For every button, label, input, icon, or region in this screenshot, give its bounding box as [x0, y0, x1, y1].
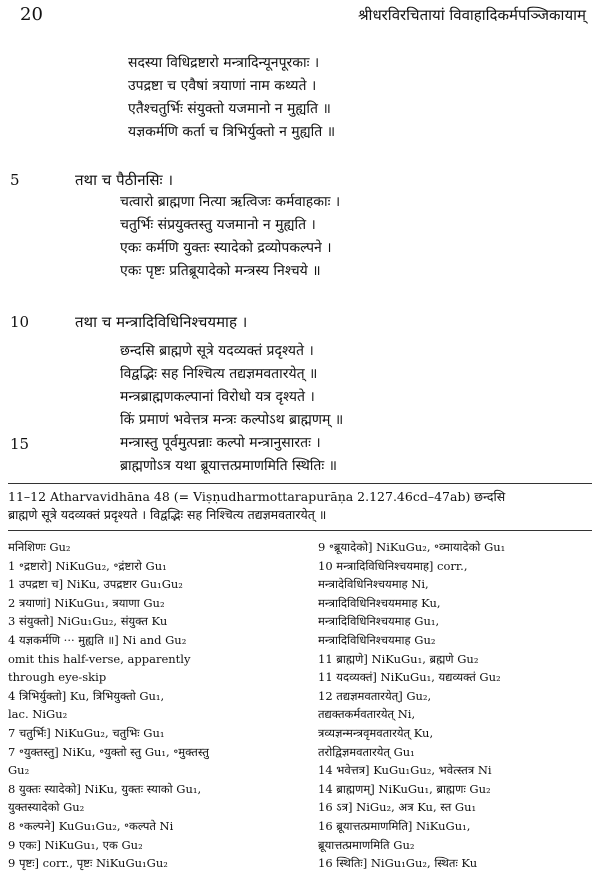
verse-line: मन्त्रास्तु पूर्वमुत्पन्नाः कल्पो मन्त्रानुसारतः ।	[120, 435, 321, 451]
line-number-marker: 15	[10, 435, 30, 453]
apparatus-entry: तरोद्विज्ञमवतारयेत् Gu₁	[318, 744, 415, 759]
apparatus-entry: मनिशिणः Gu₂	[8, 540, 71, 554]
apparatus-entry: 1 उपद्रष्टा च] NiKu, उपद्रष्टार Gu₁Gu₂	[8, 577, 183, 592]
section-intro: तथा च मन्त्रादिविधिनिश्चयमाह ।	[75, 313, 248, 331]
apparatus-entry: 11 यदव्यक्तं] NiKuGu₁, यद्यव्यक्तं Gu₂	[318, 670, 501, 685]
apparatus-entry: मन्त्रादिविधिनिश्चयमाह Gu₁,	[318, 614, 440, 629]
apparatus-entry: 16 स्थितिः] NiGu₁Gu₂, स्थितः Ku	[318, 856, 478, 871]
running-header	[0, 0, 600, 28]
apparatus-entry: 7 चतुर्भिः] NiKuGu₂, चतुभिः Gu₁	[8, 725, 165, 740]
apparatus-entry: 14 ब्राह्मणम्] NiKuGu₁, ब्राह्मणः Gu₂	[318, 781, 491, 796]
apparatus-entry: through eye-skip	[8, 670, 107, 685]
apparatus-entry: 8 युक्तः स्यादेको] NiKu, युक्तः स्याको Gu₁,	[8, 781, 202, 796]
apparatus-entry: त्रव्यज्ञन्मन्त्रवृमवतारयेत् Ku,	[318, 725, 434, 740]
apparatus-entry: 16 ब्रूयात्तत्प्रमाणमिति] NiKuGu₁,	[318, 818, 471, 833]
apparatus-entry: 7 ॰युक्तस्तु] NiKu, ॰युक्तो स्तु Gu₁, ॰मुक्तस्तु	[8, 744, 209, 759]
apparatus-entry: 16 ऽत्र] NiGu₂, अत्र Ku, स्त Gu₁	[318, 800, 477, 815]
verse-line: चत्वारो ब्राह्मणा नित्या ऋत्विजः कर्मवाहकाः ।	[120, 194, 341, 210]
testimonia-line: 11–12 Atharvavidhāna 48 (= Viṣṇudharmottarapurāṇa 2.127.46cd–47ab) छन्दसि	[8, 489, 506, 504]
critical-apparatus-right	[318, 538, 596, 873]
verse-line: मन्त्रब्राह्मणकल्पानां विरोधो यत्र दृश्यते ।	[120, 389, 315, 405]
apparatus-entry: 2 त्रयाणां] NiKuGu₁, त्रयाणा Gu₂	[8, 595, 165, 610]
verse-line: किं प्रमाणं भवेत्तत्र मन्त्रः कल्पोऽथ ब्राह्मणम् ॥	[120, 412, 344, 428]
verse-block-2	[120, 191, 340, 283]
apparatus-entry: 9 पृष्टः] corr., पृष्टः NiKuGu₁Gu₂	[8, 856, 168, 871]
apparatus-entry: 4 यज्ञकर्मणि ··· मुह्यति ॥] Ni and Gu₂	[8, 632, 187, 647]
verse-line: उपद्रष्टा च एवैषां त्रयाणां नाम कथ्यते ।	[128, 78, 317, 94]
testimonia-apparatus	[8, 488, 592, 524]
section-intro: तथा च पैठीनसिः ।	[75, 171, 174, 189]
apparatus-entry: तद्यक्तकर्मवतारयेत् Ni,	[318, 707, 416, 722]
verse-line: ब्राह्मणोऽत्र यथा ब्रूयात्तत्प्रमाणमिति स्थितिः ॥	[120, 458, 338, 474]
verse-line: चतुर्भिः संप्रयुक्तस्तु यजमानो न मुह्यति ।	[120, 217, 316, 233]
running-head-title: श्रीधरविरचितायां विवाहादिकर्मपञ्जिकायाम्	[357, 6, 586, 24]
verse-line: विद्वद्भिः सह निश्चित्य तद्यज्ञमवतारयेत् ॥	[120, 366, 318, 382]
apparatus-entry: 8 ॰कल्पने] KuGu₁Gu₂, ॰कल्पते Ni	[8, 818, 174, 833]
footnote-divider	[8, 483, 592, 484]
apparatus-entry: ब्रूयात्तत्प्रमाणमिति Gu₂	[318, 837, 415, 852]
verse-block-1	[128, 52, 335, 144]
apparatus-entry: 9 एकः] NiKuGu₁, एक Gu₂	[8, 837, 143, 852]
apparatus-entry: 4 त्रिभिर्युक्तो] Ku, त्रिभियुक्तो Gu₁,	[8, 688, 165, 703]
apparatus-entry: omit this half-verse, apparently	[8, 651, 191, 666]
verse-line: एकः पृष्टः प्रतिब्रूयादेको मन्त्रस्य निश्चये ॥	[120, 263, 321, 279]
apparatus-entry: मन्त्रादेविधिनिश्चयमाह Ni,	[318, 577, 429, 592]
verse-line: एकः कर्मणि युक्तः स्यादेको द्रव्योपकल्पने ।	[120, 240, 332, 256]
verse-line: एतैश्चतुर्भिः संयुक्तो यजमानो न मुह्यति ॥	[128, 101, 331, 117]
critical-apparatus-left	[8, 538, 308, 873]
apparatus-entry: युक्तस्यादेको Gu₂	[8, 800, 85, 815]
verse-block-3	[120, 340, 343, 478]
apparatus-entry: 9 ॰ब्रूयादेको] NiKuGu₂, ॰व्मायादेको Gu₁	[318, 540, 506, 554]
line-number-marker: 5	[10, 171, 20, 189]
verse-line: यज्ञकर्मणि कर्ता च त्रिभिर्युक्तो न मुह्यति ॥	[128, 124, 336, 140]
apparatus-entry: 10 मन्त्रादिविधिनिश्चयमाह] corr.,	[318, 558, 468, 573]
apparatus-divider	[8, 530, 592, 531]
verse-line: छन्दसि ब्राह्मणे सूत्रे यदव्यक्तं प्रदृश्यते ।	[120, 343, 314, 359]
verse-line: सदस्या विधिद्रष्टारो मन्त्रादिन्यूनपूरकाः ।	[128, 55, 320, 71]
page-number: 20	[20, 4, 43, 25]
apparatus-entry: lac. NiGu₂	[8, 707, 68, 722]
testimonia-line: ब्राह्मणे सूत्रे यदव्यक्तं प्रदृश्यते । विद्वद्भिः सह निश्चित्य तद्यज्ञमवतारयेत् ॥	[8, 507, 327, 522]
line-number-marker: 10	[10, 313, 30, 331]
apparatus-entry: 3 संयुक्तो] NiGu₁Gu₂, संयुक्त Ku	[8, 614, 168, 629]
apparatus-entry: 14 भवेत्तत्र] KuGu₁Gu₂, भवेत्स्तत्र Ni	[318, 763, 492, 778]
apparatus-entry: 11 ब्राह्मणे] NiKuGu₁, ब्रह्मणे Gu₂	[318, 651, 479, 666]
apparatus-entry: मन्त्रादिविधिनिश्चयमाह Gu₂	[318, 632, 436, 647]
apparatus-entry: मन्त्रादिविधिनिश्चयममाह Ku,	[318, 595, 441, 610]
apparatus-entry: Gu₂	[8, 763, 30, 778]
apparatus-entry: 12 तद्यज्ञमवतारयेत्] Gu₂,	[318, 688, 432, 703]
apparatus-entry: 1 ॰द्रष्टारो] NiKuGu₂, ॰द्रंष्टारो Gu₁	[8, 558, 167, 573]
